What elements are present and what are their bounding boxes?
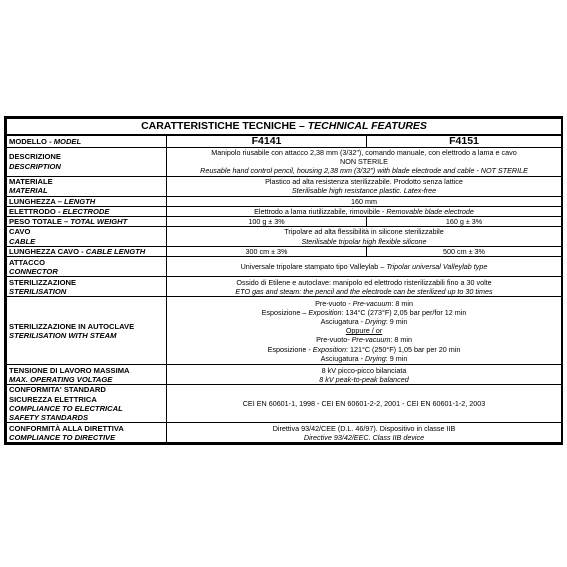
cable-length-f4151: 500 cm ± 3% [367,247,562,257]
cable-length-row [7,247,562,257]
technical-features-table [4,116,563,445]
autoclave-label: STERILIZZAZIONE IN AUTOCLAVE STERILISATION WITH STEAM [7,297,167,365]
connector-label: ATTACCO CONNECTOR [7,257,167,277]
voltage-row [7,365,562,385]
standards-label: CONFORMITA' STANDARD SICUREZZA ELETTRICA COMPLIANCE TO ELECTRICAL SAFETY STANDARDS [7,385,167,423]
autoclave-line-2: Esposizione – Exposition: 134°C (273°F) 2,05 bar per/for 12 min [261,307,467,317]
material-value: Plastico ad alta resistenza sterilizzabile. Prodotto senza lattice Sterilisable high resistance plastic. Latex-free [167,176,562,196]
features-table [6,118,562,443]
directive-label: CONFORMITÀ ALLA DIRETTIVA COMPLIANCE TO DIRECTIVE [7,423,167,443]
sterilisation-row [7,277,562,297]
cable-value: Tripolare ad alta flessibilità in silicone sterilizzabile Sterilisable tripolar high flexible silicone [167,227,562,247]
model-f4141: F4141 [167,135,367,147]
directive-value: Direttiva 93/42/CEE (D.L. 46/97). Dispositivo in classe IIB Directive 93/42/EEC. Class IIB device [167,423,562,443]
autoclave-line-4: Oppure / or [345,326,383,336]
directive-row [7,423,562,443]
length-row [7,196,562,206]
weight-row [7,216,562,226]
description-value: Manipolo riusabile con attacco 2,38 mm (3/32"), comando manuale, con elettrodo a lama e cavo NON STERILE Reusable hand control pencil, housing 2,38 mm (3/32") with blade electrode and cable - NOT STERILE [167,147,562,176]
connector-row [7,257,562,277]
standards-value: CEI EN 60601-1, 1998 - CEI EN 60601-2-2, 2001 - CEI EN 60601-1-2, 2003 [167,385,562,423]
weight-f4141: 100 g ± 3% [167,216,367,226]
cable-length-f4141: 300 cm ± 3% [167,247,367,257]
standards-row [7,385,562,423]
sterilisation-value: Ossido di Etilene e autoclave: manipolo ed elettrodo risterilizzabili fino a 30 volte ETO gas and steam: the pencil and the electrode can be sterilized up to 30 times [167,277,562,297]
voltage-value: 8 kV picco-picco bilanciata 8 kV peak-to-peak balanced [167,365,562,385]
autoclave-value [167,297,562,365]
electrode-row [7,206,562,216]
autoclave-row [7,297,562,365]
weight-label: PESO TOTALE – TOTAL WEIGHT [7,216,167,226]
autoclave-line-3: Asciugatura - Drying: 9 min [320,317,408,326]
title-row [7,119,562,136]
material-row [7,176,562,196]
description-label: DESCRIZIONE DESCRIPTION [7,147,167,176]
description-row [7,147,562,176]
length-label: LUNGHEZZA – LENGTH [7,196,167,206]
autoclave-line-7: Asciugatura - Drying: 9 min [320,353,408,363]
material-label: MATERIALE MATERIAL [7,176,167,196]
model-label: MODELLO - MODEL [7,135,167,147]
electrode-label: ELETTRODO - ELECTRODE [7,206,167,216]
sterilisation-label: STERILIZZAZIONE STERILISATION [7,277,167,297]
cable-label: CAVO CABLE [7,227,167,247]
model-row [7,135,562,147]
cable-row [7,227,562,247]
connector-value: Universale tripolare stampato tipo Valleylab – Tripolar universal Valleylab type [167,257,562,277]
electrode-value: Elettrodo a lama riutilizzabile, rimovibile - Removable blade electrode [167,206,562,216]
length-value: 160 mm [167,196,562,206]
table-title: CARATTERISTICHE TECNICHE – TECHNICAL FEATURES [7,119,562,136]
cable-length-label: LUNGHEZZA CAVO - CABLE LENGTH [7,247,167,257]
voltage-label: TENSIONE DI LAVORO MASSIMA MAX. OPERATING VOLTAGE [7,365,167,385]
weight-f4151: 160 g ± 3% [367,216,562,226]
autoclave-line-5: Pre-vuoto- Pre-vacuum: 8 min [316,335,412,345]
autoclave-line-6: Esposizione - Exposition: 121°C (250°F) 1,05 bar per 20 min [267,344,461,354]
autoclave-line-1: Pre-vuoto - Pre-vacuum: 8 min [315,298,413,308]
model-f4151: F4151 [367,135,562,147]
